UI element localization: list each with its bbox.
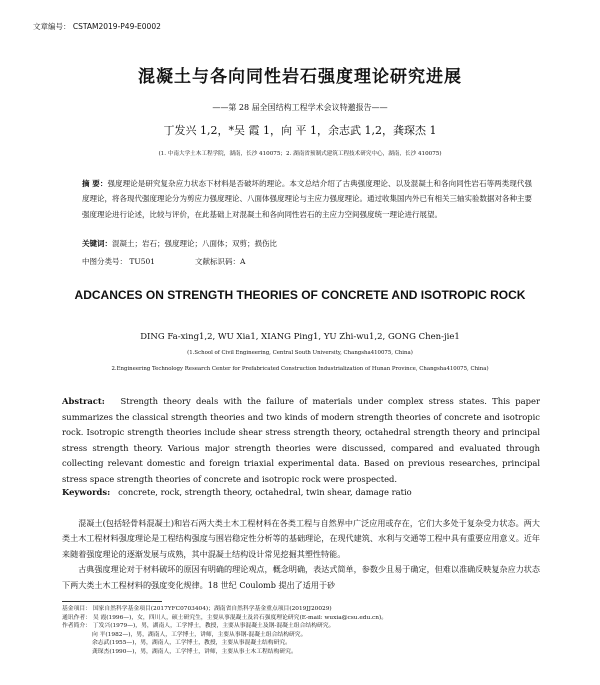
footnotes bbox=[62, 605, 540, 656]
footnote-divider bbox=[62, 601, 162, 602]
chinese-subtitle: ——第 28 届全国结构工程学术会议特邀报告—— bbox=[212, 103, 388, 112]
footnote-funding: 基金项目： 国家自然科学基金项目(2017YFC0703404)；湖南省自然科学基金重点项目(2019JJ20029) bbox=[62, 606, 332, 612]
english-abstract bbox=[62, 394, 540, 488]
chinese-classification bbox=[82, 256, 532, 267]
document-code: 文献标识码：A bbox=[195, 257, 246, 266]
body-text bbox=[62, 516, 540, 593]
footnote-corresponding-author: 通讯作者： 吴 霞(1996—)，女，四川人，硕士研究生，主要从事混凝土及岩石强度理论研究(E-mail: wuxia@csu.edu.cn)。 bbox=[62, 614, 388, 621]
chinese-abstract-text: 强度理论是研究复杂应力状态下材料是否破坏的理论。本文总结介绍了古典强度理论、以及混凝土和各向同性岩石等两类现代强度理论，将各现代强度理论分为剪应力强度理论、八面体强度理论与主应力强度理论。通过收集国内外已有相关三轴实验数据对各种主要强度理论进行论述，比较与评价，在此基础上对混凝土和各向同性岩石的主应力空间强度统一理论进行展望。 bbox=[82, 179, 532, 219]
footnote-author-bio: 作者简介： 丁发兴(1979—)，男，湖南人，工学博士，教授，主要从事混凝土及钢-混凝土组合结构研究。 bbox=[62, 623, 335, 629]
english-abstract-text: Strength theory deals with the failure of materials under complex stress states. This paper summarizes the classical strength theories and two kinds of modern strength theories of concrete and isotropic rock. Isotropic strength theories include shear stress strength theory, octahedral strength theory and principal stress strength theory. Various major strength theories were discussed, compared and evaluated through collecting relevant domestic and foreign triaxial experimental data. Based on previous researches, principal stress space strength theories of concrete and isotropic rock were prospected. bbox=[62, 396, 540, 484]
english-authors: DING Fa-xing1,2, WU Xia1, XIANG Ping1, YU Zhi-wu1,2, GONG Chen-jie1 bbox=[140, 332, 460, 342]
english-affiliation-2: 2.Engineering Technology Research Center for Prefabricated Construction Industrialization of Hunan Province, Changsha410075, China) bbox=[111, 366, 489, 372]
english-affiliation-1: (1.School of Civil Engineering, Central South University, Changsha410075, China) bbox=[187, 350, 413, 356]
chinese-keywords-label: 关键词： bbox=[82, 239, 112, 248]
chinese-keywords bbox=[82, 238, 532, 249]
body-paragraph-2: 古典强度理论对于材料破坏的原因有明确的理论观点，概念明确，表达式简单，参数少且易于确定，但难以准确反映复杂应力状态下两大类土木工程材料的强度变化规律。18 世纪 Coulomb 提出了适用于砂 bbox=[62, 564, 540, 590]
article-number: 文章编号： CSTAM2019-P49-E0002 bbox=[33, 22, 161, 31]
chinese-keywords-text: 混凝土；岩石；强度理论；八面体；双剪；损伤比 bbox=[112, 239, 277, 248]
chinese-abstract-label: 摘 要： bbox=[82, 179, 108, 188]
body-paragraph-1: 混凝土(包括轻骨料混凝土)和岩石两大类土木工程材料在各类工程与自然界中广泛应用或存在，它们大多处于复杂受力状态。两大类土木工程材料强度理论是工程结构强度与围岩稳定性分析等的基础理论，在现代建筑、水利与交通等工程中具有重要应用意义。近年来随着强度理论的逐渐发展与成熟，其中混凝土结构设计常见挖掘其塑性特能。 bbox=[62, 518, 540, 559]
footnote-author-bio: 向 平(1982—)，男，湖南人，工学博士，讲师，主要从事钢-混凝土组合结构研究。 bbox=[92, 631, 307, 638]
chinese-authors: 丁发兴 1,2，*吴 霞 1，向 平 1，余志武 1,2，龚琛杰 1 bbox=[163, 124, 437, 137]
english-keywords-text: concrete, rock, strength theory, octahedral, twin shear, damage ratio bbox=[118, 487, 412, 497]
chinese-affiliation: (1. 中南大学土木工程学院，湖南，长沙 410075；2. 湖南省预制式建筑工程技术研究中心，湖南，长沙 410075) bbox=[158, 151, 442, 157]
chinese-title: 混凝土与各向同性岩石强度理论研究进展 bbox=[138, 67, 462, 87]
footnote-author-bio: 余志武(1955—)，男，湖南人，工学博士，教授，主要从事混凝土结构研究。 bbox=[92, 640, 291, 646]
english-title: ADCANCES ON STRENGTH THEORIES OF CONCRETE AND ISOTROPIC ROCK bbox=[74, 288, 526, 302]
clc-number: 中图分类号： TU501 bbox=[82, 257, 156, 266]
footnote-author-bio: 龚琛杰(1990—)，男，湖南人，工学博士，讲师，主要从事土木工程结构研究。 bbox=[92, 648, 297, 655]
english-abstract-label: Abstract: bbox=[62, 396, 105, 406]
chinese-abstract bbox=[82, 176, 532, 222]
english-keywords-label: Keywords: bbox=[62, 487, 111, 497]
english-keywords bbox=[62, 487, 540, 497]
